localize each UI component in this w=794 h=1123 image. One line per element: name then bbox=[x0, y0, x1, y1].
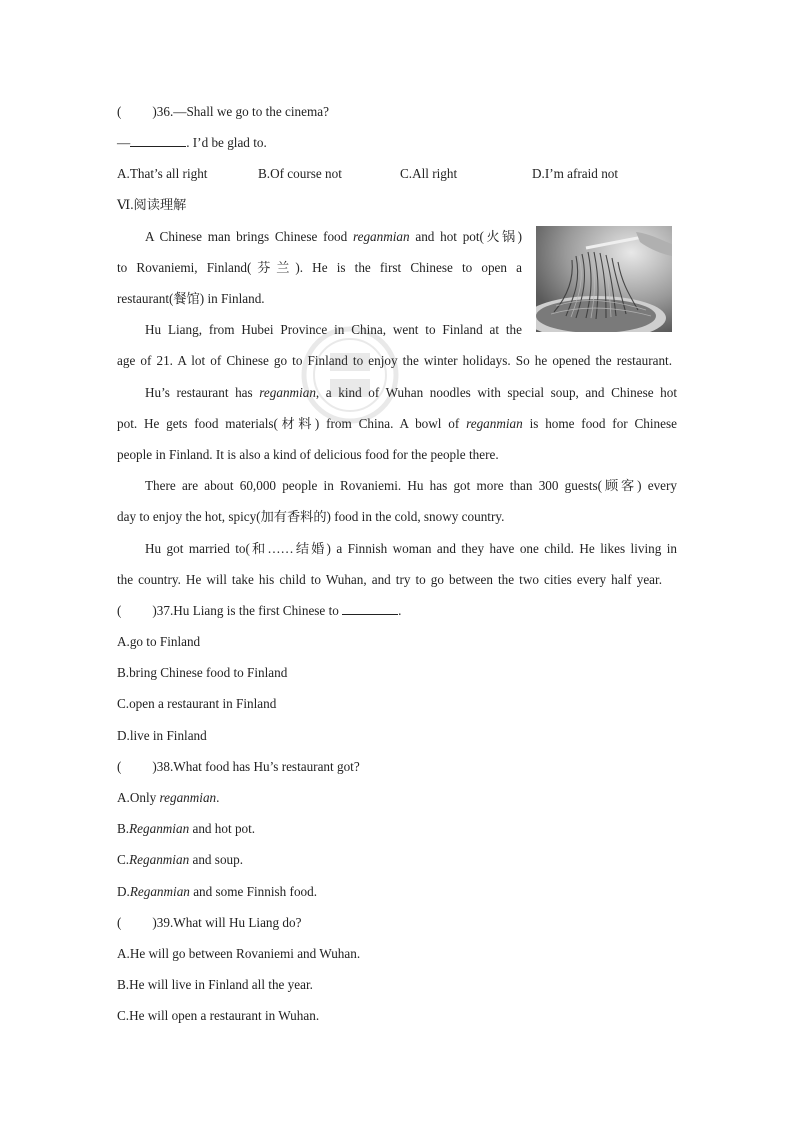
passage-p4-line2: day to enjoy the hot, spicy(加有香料的) food in the cold, snowy country. bbox=[117, 509, 505, 524]
question-39-option-b: B.He will live in Finland all the year. bbox=[117, 977, 313, 992]
watermark-logo bbox=[300, 325, 400, 425]
question-37-option-d: D.live in Finland bbox=[117, 728, 207, 743]
passage-p1-line2: to Rovaniemi, Finland(芬兰). He is the first Chinese to open a bbox=[117, 260, 522, 275]
question-37-option-b: B.bring Chinese food to Finland bbox=[117, 665, 288, 680]
watermark-seal-icon bbox=[300, 325, 400, 425]
question-38: ( )38.What food has Hu’s restaurant got? bbox=[117, 759, 360, 774]
option-c: C.All right bbox=[400, 166, 458, 181]
question-38-option-c: C.Reganmian and soup. bbox=[117, 852, 244, 867]
passage-p1-line1: A Chinese man brings Chinese food reganmian and hot pot(火锅) bbox=[145, 229, 522, 244]
question-39-option-a: A.He will go between Rovaniemi and Wuhan. bbox=[117, 946, 361, 961]
passage-p5-line1: Hu got married to(和……结婚) a Finnish woman and they have one child. He likes living in bbox=[145, 541, 677, 556]
question-37-option-c: C.open a restaurant in Finland bbox=[117, 696, 277, 711]
question-38-option-d: D.Reganmian and some Finnish food. bbox=[117, 884, 318, 899]
question-39-option-c: C.He will open a restaurant in Wuhan. bbox=[117, 1008, 320, 1023]
paren-open: ( bbox=[117, 104, 122, 119]
passage-p5-line2: the country. He will take his child to Wuhan, and try to go between the two cities every half year. bbox=[117, 572, 662, 587]
question-37-option-a: A.go to Finland bbox=[117, 634, 201, 649]
passage-p3-line2: pot. He gets food materials(材料) from China. A bowl of reganmian is home food for Chinese bbox=[117, 416, 677, 431]
passage-p4-line1: There are about 60,000 people in Rovaniemi. Hu has got more than 300 guests(顾客) every bbox=[145, 478, 677, 493]
question-36 bbox=[117, 103, 329, 121]
answer-blank[interactable] bbox=[342, 603, 398, 615]
question-37: ( )37.Hu Liang is the first Chinese to . bbox=[117, 603, 402, 618]
question-38-option-b: B.Reganmian and hot pot. bbox=[117, 821, 256, 836]
option-a: A.That’s all right bbox=[117, 166, 208, 181]
passage-p2-line2: age of 21. A lot of Chinese go to Finland to enjoy the winter holidays. So he opened the restaurant. bbox=[117, 353, 672, 368]
passage-p3-line1: Hu’s restaurant has reganmian, a kind of Wuhan noodles with special soup, and Chinese hot bbox=[145, 385, 677, 400]
noodles-image-icon bbox=[536, 226, 672, 332]
option-b: B.Of course not bbox=[258, 166, 342, 181]
answer-blank[interactable] bbox=[130, 135, 186, 147]
passage-p3-line3: people in Finland. It is also a kind of delicious food for the people there. bbox=[117, 447, 499, 462]
option-d: D.I’m afraid not bbox=[532, 166, 619, 181]
question-38-option-a: A.Only reganmian. bbox=[117, 790, 220, 805]
question-36-answer-line: — . I’d be glad to. bbox=[117, 135, 267, 150]
noodles-photo bbox=[536, 226, 672, 332]
question-39: ( )39.What will Hu Liang do? bbox=[117, 915, 302, 930]
question-36-stem: )36.—Shall we go to the cinema? bbox=[152, 104, 329, 119]
passage-p2-line1: Hu Liang, from Hubei Province in China, went to Finland at the bbox=[145, 322, 522, 337]
section-title: Ⅵ.阅读理解 bbox=[117, 197, 187, 212]
passage-p1-line3: restaurant(餐馆) in Finland. bbox=[117, 291, 265, 306]
